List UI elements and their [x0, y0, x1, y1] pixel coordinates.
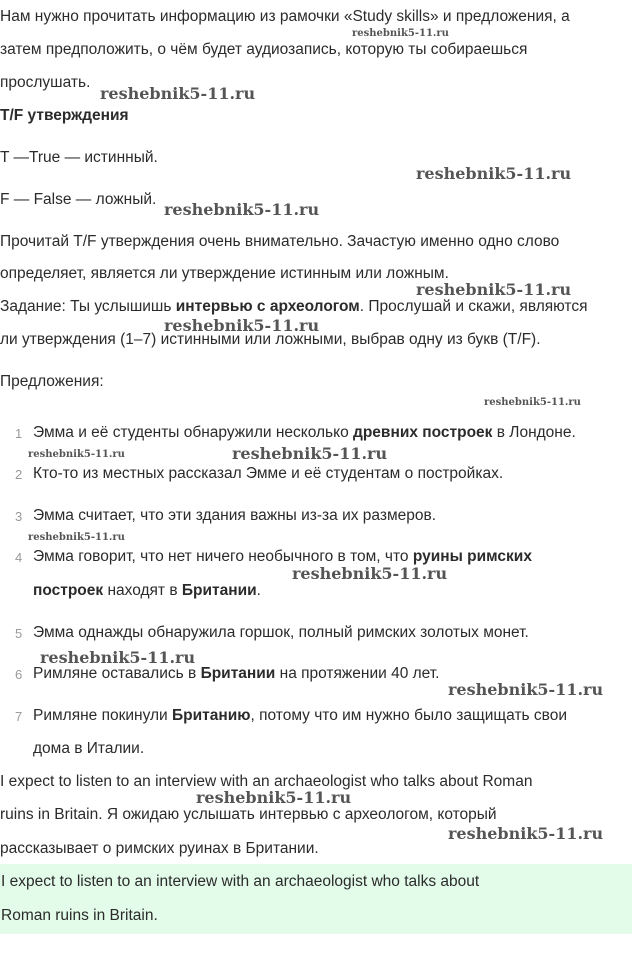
watermark: reshebnik5-11.ru	[232, 444, 388, 463]
item-bold: Британию	[172, 707, 251, 724]
item-number: 5	[15, 626, 23, 641]
sentences-label: Предложения:	[0, 373, 104, 390]
watermark: reshebnik5-11.ru	[416, 280, 572, 299]
task-line-1	[0, 298, 588, 316]
item-text: Римляне оставались в	[33, 665, 201, 682]
answer-box	[0, 864, 632, 934]
explanation-line-2: ruins in Britain. Я ожидаю услышать интервью с археологом, который	[0, 806, 497, 823]
task-prefix: Задание: Ты услышишь	[0, 298, 176, 315]
watermark: reshebnik5-11.ru	[416, 164, 572, 183]
item-text: Эмма однажды обнаружила горшок, полный римских золотых монет.	[33, 624, 529, 641]
item-text: Кто-то из местных рассказал Эмме и её студентам о постройках.	[33, 465, 504, 482]
item-number: 3	[15, 509, 23, 524]
item-number: 7	[15, 709, 23, 724]
item-bold: Британии	[200, 665, 276, 682]
item-bold: построек	[33, 582, 104, 599]
watermark: reshebnik5-11.ru	[164, 200, 320, 219]
watermark: reshebnik5-11.ru	[352, 28, 449, 39]
item-text: Эмма говорит, что нет ничего необычного в том, что	[33, 548, 413, 565]
list-item	[33, 507, 436, 525]
item-text: Эмма считает, что эти здания важны из-за их размеров.	[33, 507, 437, 524]
item-text: Эмма и её студенты обнаружили несколько	[33, 424, 353, 441]
intro-line-2: затем предположить, о чём будет аудиозапись, которую ты собираешься	[0, 41, 528, 58]
list-item	[33, 465, 503, 483]
item-text: , потому что им нужно было защищать свои	[250, 707, 568, 724]
watermark: reshebnik5-11.ru	[100, 84, 256, 103]
watermark: reshebnik5-11.ru	[40, 648, 196, 667]
task-suffix: . Прослушай и скажи, являются	[359, 298, 588, 315]
answer-line-2: Roman ruins in Britain.	[1, 907, 158, 924]
tf-advice-line-2: определяет, является ли утверждение истинным или ложным.	[0, 265, 449, 282]
list-item	[33, 707, 567, 725]
watermark: reshebnik5-11.ru	[484, 397, 581, 408]
tf-advice-line-1: Прочитай T/F утверждения очень внимательно. Зачастую именно одно слово	[0, 233, 560, 250]
watermark: reshebnik5-11.ru	[164, 316, 320, 335]
list-item-continuation: дома в Италии.	[33, 740, 145, 757]
task-line-2: ли утверждения (1–7) истинными или ложными, выбрав одну из букв (T/F).	[0, 331, 541, 348]
item-text: на протяжении 40 лет.	[275, 665, 440, 682]
tf-true-definition: T —True — истинный.	[0, 149, 158, 166]
explanation-line-1: I expect to listen to an interview with an archaeologist who talks about Roman	[0, 773, 533, 790]
item-text: находят в	[103, 582, 182, 599]
item-text: .	[256, 582, 261, 599]
item-number: 1	[15, 426, 23, 441]
item-number: 2	[15, 467, 23, 482]
watermark: reshebnik5-11.ru	[448, 824, 604, 843]
watermark: reshebnik5-11.ru	[448, 680, 604, 699]
list-item	[33, 424, 576, 442]
list-item	[33, 548, 532, 566]
task-bold: интервью с археологом	[175, 298, 360, 315]
watermark: reshebnik5-11.ru	[196, 788, 352, 807]
intro-line-1: Нам нужно прочитать информацию из рамочки «Study skills» и предложения, а	[0, 8, 570, 25]
item-bold: Британии	[181, 582, 257, 599]
item-number: 4	[15, 550, 23, 565]
item-text: Римляне покинули	[33, 707, 173, 724]
item-bold: руины римских	[412, 548, 532, 565]
tf-heading: T/F утверждения	[0, 107, 129, 124]
watermark: reshebnik5-11.ru	[28, 532, 125, 543]
list-item	[33, 624, 529, 642]
explanation-line-3: рассказывает о римских руинах в Британии.	[0, 840, 319, 857]
list-item	[33, 665, 439, 683]
item-bold: древних построек	[353, 424, 493, 441]
answer-line-1: I expect to listen to an interview with an archaeologist who talks about	[1, 873, 480, 890]
intro-line-3: прослушать.	[0, 74, 91, 91]
watermark: reshebnik5-11.ru	[28, 449, 125, 460]
item-text: в Лондоне.	[492, 424, 576, 441]
tf-false-definition: F — False — ложный.	[0, 191, 157, 208]
item-number: 6	[15, 667, 23, 682]
list-item-continuation	[33, 582, 261, 600]
watermark: reshebnik5-11.ru	[292, 564, 448, 583]
